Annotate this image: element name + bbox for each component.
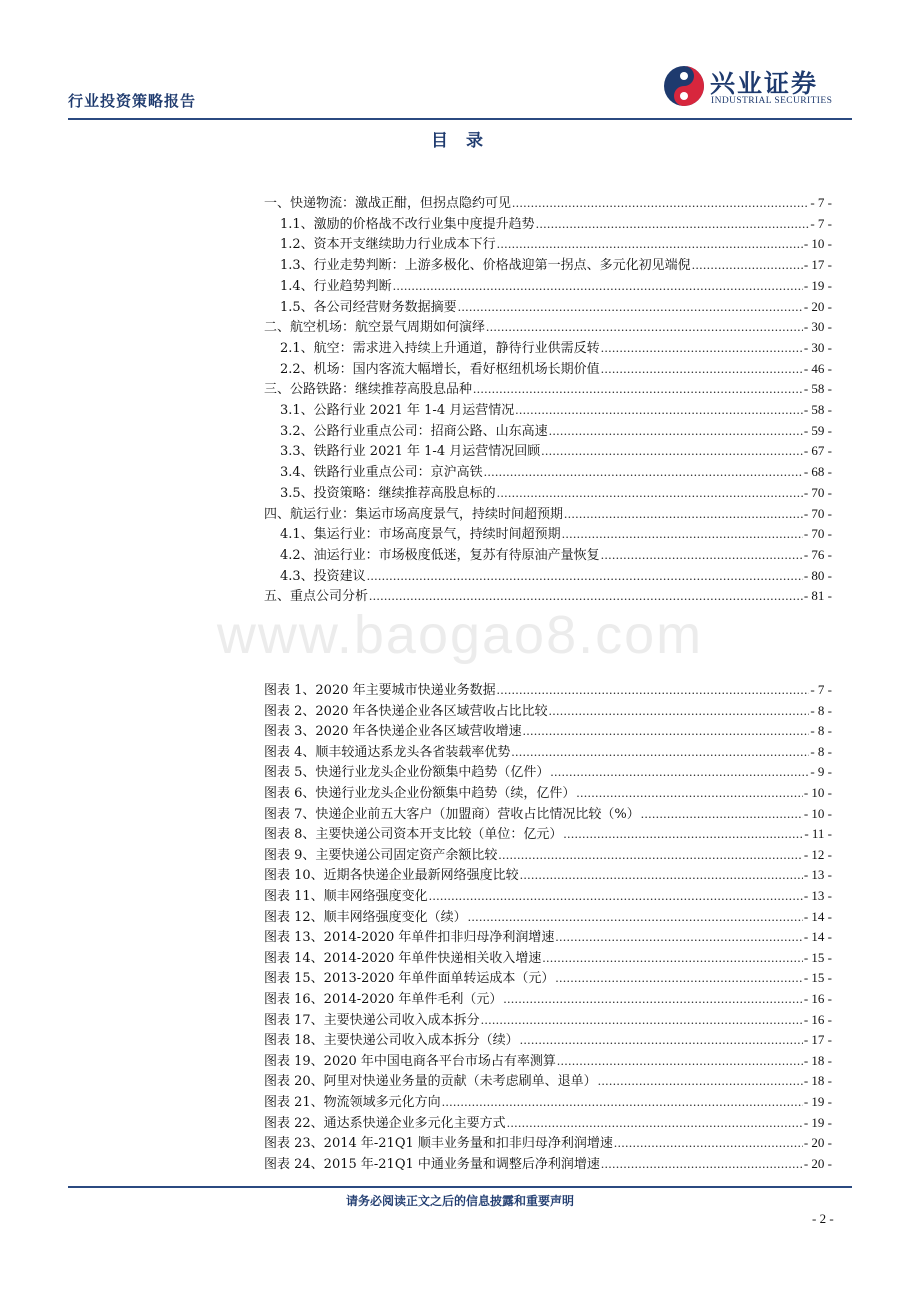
figures-entry[interactable] <box>264 720 832 741</box>
figures-entry-page: - 20 - <box>803 1135 832 1151</box>
figures-entry-page: - 14 - <box>803 908 832 924</box>
dot-leader <box>468 909 803 925</box>
figures-entry-label: 图表 19、2020 年中国电商各平台市场占有率测算 <box>264 1053 556 1069</box>
toc-entry-page: - 59 - <box>803 422 832 438</box>
figures-entry-page: - 14 - <box>803 929 832 945</box>
figures-entry[interactable] <box>264 741 832 762</box>
figures-entry[interactable] <box>264 1153 832 1174</box>
figures-entry-label: 图表 21、物流领域多元化方向 <box>264 1095 441 1110</box>
figures-entry[interactable] <box>264 1132 832 1153</box>
figures-entry[interactable] <box>264 947 832 968</box>
toc-entry[interactable] <box>264 503 832 524</box>
toc-entry-label: 2.2、机场：国内客流大幅增长，看好枢纽机场长期价值 <box>280 361 600 377</box>
toc-entry[interactable] <box>280 213 832 234</box>
figures-entry-label: 图表 13、2014-2020 年单件扣非归母净利润增速 <box>264 930 555 946</box>
toc-entry[interactable] <box>280 440 832 461</box>
dot-leader <box>563 826 803 842</box>
figures-entry-label: 图表 2、2020 年各快递企业各区域营收占比比较 <box>264 703 548 719</box>
figures-entry-label: 图表 20、阿里对快递业务量的贡献（未考虑刷单、退单） <box>264 1074 597 1090</box>
figures-entry-page: - 20 - <box>803 1155 832 1171</box>
toc-entry-page: - 30 - <box>803 319 832 335</box>
toc-entry-label: 一、快递物流：激战正酣，但拐点隐约可见 <box>264 196 512 211</box>
toc-entry[interactable] <box>280 565 832 586</box>
watermark: www.baogao8.com <box>216 605 704 665</box>
toc-entry-label: 1.1、激励的价格战不改行业集中度提升趋势 <box>280 216 535 232</box>
dot-leader <box>369 588 803 604</box>
figures-entry[interactable] <box>264 844 832 865</box>
toc-entry-page: - 70 - <box>803 484 832 500</box>
toc-entry-page: - 70 - <box>803 526 832 542</box>
dot-leader <box>601 361 803 377</box>
toc-entry-page: - 7 - <box>810 195 832 210</box>
figures-entry-label: 图表 7、快递企业前五大客户（加盟商）营收占比情况比较（%） <box>264 806 640 822</box>
dot-leader <box>614 1135 803 1151</box>
figures-entry[interactable] <box>264 926 832 947</box>
figures-entry-label: 图表 12、顺丰网络强度变化（续） <box>264 909 467 925</box>
toc-entry-page: - 76 - <box>803 546 832 562</box>
toc-entry-page: - 68 - <box>803 464 832 480</box>
toc-entry-label: 3.5、投资策略：继续推荐高股息标的 <box>280 485 496 501</box>
figures-entry-page: - 8 - <box>810 723 832 739</box>
figures-entry-label: 图表 14、2014-2020 年单件快递相关收入增速 <box>264 950 542 966</box>
dot-leader <box>601 340 803 356</box>
dot-leader <box>550 764 809 780</box>
figures-entry-label: 图表 22、通达系快递企业多元化主要方式 <box>264 1115 506 1131</box>
dot-leader <box>367 568 803 584</box>
figures-entry-label: 图表 1、2020 年主要城市快递业务数据 <box>264 683 496 698</box>
toc-entry-label: 1.4、行业趋势判断 <box>280 278 392 294</box>
dot-leader <box>484 464 803 480</box>
toc-entry[interactable] <box>280 275 832 296</box>
toc-entry-page: - 30 - <box>803 339 832 355</box>
toc-entry-page: - 80 - <box>803 567 832 583</box>
dot-leader <box>520 867 803 883</box>
figures-entry-label: 图表 16、2014-2020 年单件毛利（元） <box>264 992 503 1007</box>
figures-entry-label: 图表 23、2014 年-21Q1 顺丰业务量和扣非归母净利润增速 <box>264 1136 613 1152</box>
dot-leader <box>523 723 810 739</box>
toc-entry-page: - 70 - <box>803 505 832 521</box>
dot-leader <box>557 1053 803 1069</box>
toc-entry-page: - 7 - <box>810 215 832 231</box>
figures-entry-page: - 18 - <box>803 1073 832 1089</box>
figures-entry-label: 图表 6、快递行业龙头企业份额集中趋势（续，亿件） <box>264 786 576 801</box>
toc-entry-page: - 20 - <box>803 298 832 314</box>
figures-entry-page: - 15 - <box>803 949 832 965</box>
toc-heading: 目 录 <box>431 131 489 151</box>
dot-leader <box>497 485 803 501</box>
toc-entry[interactable] <box>280 482 832 503</box>
dot-leader <box>429 888 803 904</box>
toc-entry-label: 二、航空机场：航空景气周期如何演绎 <box>264 320 486 336</box>
dot-leader <box>442 1094 803 1110</box>
toc-entry[interactable] <box>280 399 832 420</box>
toc-entry-label: 1.3、行业走势判断：上游多极化、价格战迎第一拐点、多元化初见端倪 <box>280 258 691 274</box>
dot-leader <box>458 299 803 315</box>
figures-entry-page: - 13 - <box>803 888 832 903</box>
figures-entry-page: - 15 - <box>803 970 832 986</box>
toc-entry-label: 3.1、公路行业 2021 年 1-4 月运营情况 <box>280 403 515 418</box>
figures-entry-page: - 13 - <box>803 867 832 883</box>
figures-entry-page: - 10 - <box>803 785 832 800</box>
dot-leader <box>601 547 803 563</box>
dot-leader <box>564 506 803 522</box>
figures-entry-label: 图表 10、近期各快递企业最新网络强度比较 <box>264 868 519 884</box>
toc-entry[interactable] <box>264 192 832 213</box>
dot-leader <box>486 319 803 335</box>
figures-entry-page: - 16 - <box>803 991 832 1006</box>
figures-entry-label: 图表 9、主要快递公司固定资产余额比较 <box>264 847 498 863</box>
dot-leader <box>497 236 803 252</box>
toc-entry[interactable] <box>280 337 832 358</box>
toc-entry-label: 4.3、投资建议 <box>280 568 366 584</box>
toc-entry[interactable] <box>280 461 832 482</box>
toc-entry-page: - 58 - <box>803 381 832 397</box>
figures-entry-page: - 19 - <box>803 1094 832 1109</box>
dot-leader <box>393 278 803 294</box>
logo-english-name: INDUSTRIAL SECURITIES <box>711 96 833 106</box>
toc-entry-page: - 67 - <box>803 443 832 459</box>
toc-entry[interactable] <box>280 420 832 441</box>
figures-entry[interactable] <box>264 761 832 782</box>
toc-entry[interactable] <box>280 254 832 275</box>
toc-entry-label: 4.1、集运行业：市场高度景气，持续时间超预期 <box>280 527 561 543</box>
dot-leader <box>498 847 802 863</box>
dot-leader <box>576 785 802 801</box>
figures-entry-page: - 18 - <box>803 1052 832 1068</box>
figures-entry-page: - 10 - <box>803 805 832 821</box>
figures-entry-label: 图表 3、2020 年各快递企业各区域营收增速 <box>264 724 522 740</box>
toc-entry-label: 1.2、资本开支继续助力行业成本下行 <box>280 237 496 253</box>
dot-leader <box>641 806 803 822</box>
figures-entry[interactable] <box>264 782 832 803</box>
toc-entry-label: 3.3、铁路行业 2021 年 1-4 月运营情况回顾 <box>280 444 541 460</box>
toc-entry[interactable] <box>280 233 832 254</box>
dot-leader <box>536 216 810 232</box>
logo-chinese-name: 兴业证券 <box>710 69 819 98</box>
dot-leader <box>562 526 803 542</box>
toc-entry-page: - 17 - <box>803 257 832 273</box>
figures-entry-label: 图表 15、2013-2020 年单件面单转运成本（元） <box>264 971 555 987</box>
toc-entry[interactable] <box>280 358 832 379</box>
dot-leader <box>541 443 803 459</box>
toc-entry[interactable] <box>280 523 832 544</box>
figures-entry-label: 图表 18、主要快递公司收入成本拆分（续） <box>264 1033 519 1049</box>
figures-entry[interactable] <box>264 679 832 700</box>
figures-entry[interactable] <box>264 988 832 1009</box>
figures-entry-page: - 12 - <box>803 846 832 862</box>
figures-entry[interactable] <box>264 967 832 988</box>
toc-entry-label: 五、重点公司分析 <box>264 589 369 605</box>
toc-entry[interactable] <box>264 378 832 399</box>
toc-entry[interactable] <box>264 585 832 606</box>
report-type-title: 行业投资策略报告 <box>68 92 197 110</box>
toc-entry-page: - 19 - <box>803 277 832 293</box>
figures-entry[interactable] <box>264 803 832 824</box>
footer-divider <box>68 1186 852 1188</box>
dot-leader <box>481 1012 803 1028</box>
toc-entry-page: - 10 - <box>803 236 832 252</box>
header-divider <box>68 118 852 120</box>
figures-entry-page: - 11 - <box>804 826 832 842</box>
figures-entry-page: - 19 - <box>803 1114 832 1130</box>
dot-leader <box>601 1156 803 1172</box>
figures-entry[interactable] <box>264 1050 832 1071</box>
dot-leader <box>555 970 802 986</box>
dot-leader <box>503 991 802 1007</box>
figures-entry[interactable] <box>264 700 832 721</box>
figures-entry-label: 图表 8、主要快递公司资本开支比较（单位：亿元） <box>264 827 563 843</box>
figures-entry-label: 图表 5、快递行业龙头企业份额集中趋势（亿件） <box>264 765 550 781</box>
toc-entry-label: 3.4、铁路行业重点公司：京沪高铁 <box>280 465 483 481</box>
figures-entry-label: 图表 11、顺丰网络强度变化 <box>264 889 428 904</box>
figures-entry[interactable] <box>264 1112 832 1133</box>
figures-entry-label: 图表 4、顺丰较通达系龙头各省装载率优势 <box>264 744 511 760</box>
toc-entry[interactable] <box>280 544 832 565</box>
figures-entry-label: 图表 24、2015 年-21Q1 中通业务量和调整后净利润增速 <box>264 1156 600 1172</box>
toc-entry[interactable] <box>264 316 832 337</box>
toc-entry-label: 四、航运行业：集运市场高度景气，持续时间超预期 <box>264 506 564 522</box>
dot-leader <box>507 1115 803 1131</box>
figures-entry-page: - 16 - <box>803 1011 832 1027</box>
page-number: - 2 - <box>812 1211 834 1226</box>
figures-entry[interactable] <box>264 864 832 885</box>
toc-entry-label: 4.2、油运行业：市场极度低迷，复苏有待原油产量恢复 <box>280 547 600 563</box>
dot-leader <box>515 402 803 418</box>
toc-entry-page: - 81 - <box>803 588 832 604</box>
toc-entry-label: 三、公路铁路：继续推荐高股息品种 <box>264 382 473 398</box>
figures-entry-label: 图表 17、主要快递公司收入成本拆分 <box>264 1012 480 1028</box>
footer-disclaimer: 请务必阅读正文之后的信息披露和重要声明 <box>345 1194 574 1208</box>
company-logo <box>662 62 852 114</box>
dot-leader <box>520 1032 803 1048</box>
figures-entry[interactable] <box>264 823 832 844</box>
dot-leader <box>542 950 802 966</box>
toc-entry-page: - 46 - <box>803 360 832 376</box>
dot-leader <box>512 195 809 211</box>
figures-entry[interactable] <box>264 906 832 927</box>
figures-entry-page: - 8 - <box>810 743 832 759</box>
dot-leader <box>598 1073 803 1089</box>
dot-leader <box>473 381 803 397</box>
figures-entry-page: - 9 - <box>810 764 832 780</box>
dot-leader <box>511 744 809 760</box>
industrial-securities-logo-icon <box>662 64 706 108</box>
dot-leader <box>497 682 810 698</box>
figures-entry[interactable] <box>264 885 832 906</box>
dot-leader <box>549 423 803 439</box>
toc-entry-label: 2.1、航空：需求进入持续上升通道，静待行业供需反转 <box>280 340 600 356</box>
figures-entry[interactable] <box>264 1009 832 1030</box>
figures-entry[interactable] <box>264 1070 832 1091</box>
toc-entry[interactable] <box>280 296 832 317</box>
figures-entry-page: - 17 - <box>803 1032 832 1048</box>
dot-leader <box>555 929 802 945</box>
toc-entry-label: 1.5、各公司经营财务数据摘要 <box>280 299 457 315</box>
toc-entry-page: - 58 - <box>803 402 832 417</box>
figures-entry-page: - 7 - <box>810 682 832 697</box>
figures-entry[interactable] <box>264 1091 832 1112</box>
toc-entry-label: 3.2、公路行业重点公司：招商公路、山东高速 <box>280 423 548 439</box>
dot-leader <box>692 257 803 273</box>
figures-entry-page: - 8 - <box>810 702 832 718</box>
dot-leader <box>549 703 810 719</box>
figures-entry[interactable] <box>264 1029 832 1050</box>
